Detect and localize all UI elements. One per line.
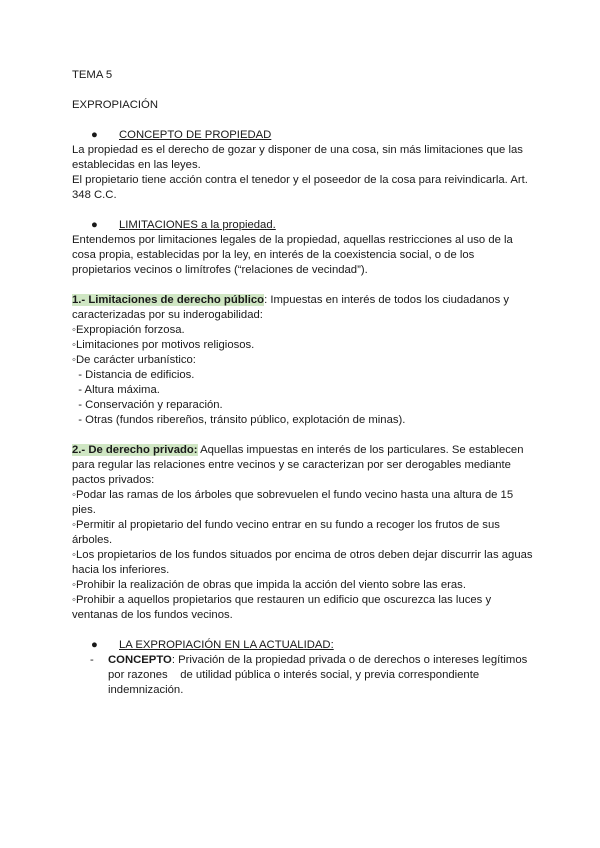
paragraph: Entendemos por limitaciones legales de la propiedad, aquellas restricciones al uso de la cosa propia, establecidas por la ley, en interés de la coexistencia social, o de los propietarios vecinos o limítrofes (“relaciones de vecindad”). <box>72 234 513 276</box>
subsection-derecho-privado <box>72 443 534 488</box>
list-item: ◦Podar las ramas de los árboles que sobrevuelen el fundo vecino hasta una altura de 15 pies. <box>72 489 514 516</box>
list-item: ◦Expropiación forzosa. <box>72 324 185 336</box>
list-subitem: - Conservación y reparación. <box>72 399 223 411</box>
dash-marker: - <box>90 654 94 666</box>
list-item: ◦Limitaciones por motivos religiosos. <box>72 339 255 351</box>
topic-number: TEMA 5 <box>72 69 113 81</box>
subsection-derecho-publico <box>72 293 534 323</box>
list-item: ◦Prohibir a aquellos propietarios que restauren un edificio que oscurezca las luces y ventanas de los fundos vecinos. <box>72 594 492 621</box>
subsection-text: : Impuestas en interés de todos los ciudadanos y caracterizadas por su inderogabilidad: <box>72 294 510 321</box>
list-item: ◦Permitir al propietario del fundo vecino entrar en su fundo a recoger los frutos de sus árboles. <box>72 519 500 546</box>
list-subitem: - Altura máxima. <box>72 384 160 396</box>
concepto-label: CONCEPTO <box>108 654 172 666</box>
section-heading-concepto-propiedad <box>72 128 534 143</box>
bullet-icon: ● <box>91 129 98 141</box>
subsection-text: Aquellas impuestas en interés de los particulares. Se establecen para regular las relaciones entre vecinos y se caracterizan por ser derogables mediante pactos privados: <box>72 444 524 486</box>
heading-text: LA EXPROPIACIÓN EN LA ACTUALIDAD: <box>119 639 334 651</box>
concepto-paragraph <box>108 653 534 698</box>
list-subitem: - Otras (fundos ribereños, tránsito público, explotación de minas). <box>72 414 406 426</box>
bullet-icon: ● <box>91 219 98 231</box>
bullet-icon: ● <box>91 639 98 651</box>
list-item: ◦De carácter urbanístico: <box>72 354 196 366</box>
list-item: ◦Prohibir la realización de obras que impida la acción del viento sobre las eras. <box>72 579 466 591</box>
section-heading-limitaciones <box>72 218 534 233</box>
list-subitem: - Distancia de edificios. <box>72 369 195 381</box>
document-title: EXPROPIACIÓN <box>72 99 159 111</box>
concepto-text: : Privación de la propiedad privada o de derechos o intereses legítimos por razones de utilidad pública o interés social, y previa correspondiente indemnización. <box>108 654 531 696</box>
concepto-item <box>72 653 534 698</box>
heading-text: LIMITACIONES a la propiedad. <box>119 219 276 231</box>
highlighted-label: 2.- De derecho privado: <box>72 444 198 456</box>
paragraph: El propietario tiene acción contra el tenedor y el poseedor de la cosa para reivindicarla. Art. 348 C.C. <box>72 174 528 201</box>
section-heading-actualidad <box>72 638 534 653</box>
list-item: ◦Los propietarios de los fundos situados por encima de otros deben dejar discurrir las aguas hacia los inferiores. <box>72 549 533 576</box>
heading-text: CONCEPTO DE PROPIEDAD <box>119 129 272 141</box>
highlighted-label: 1.- Limitaciones de derecho público <box>72 294 265 306</box>
document-body <box>72 68 534 698</box>
paragraph: La propiedad es el derecho de gozar y disponer de una cosa, sin más limitaciones que las establecidas en las leyes. <box>72 144 523 171</box>
